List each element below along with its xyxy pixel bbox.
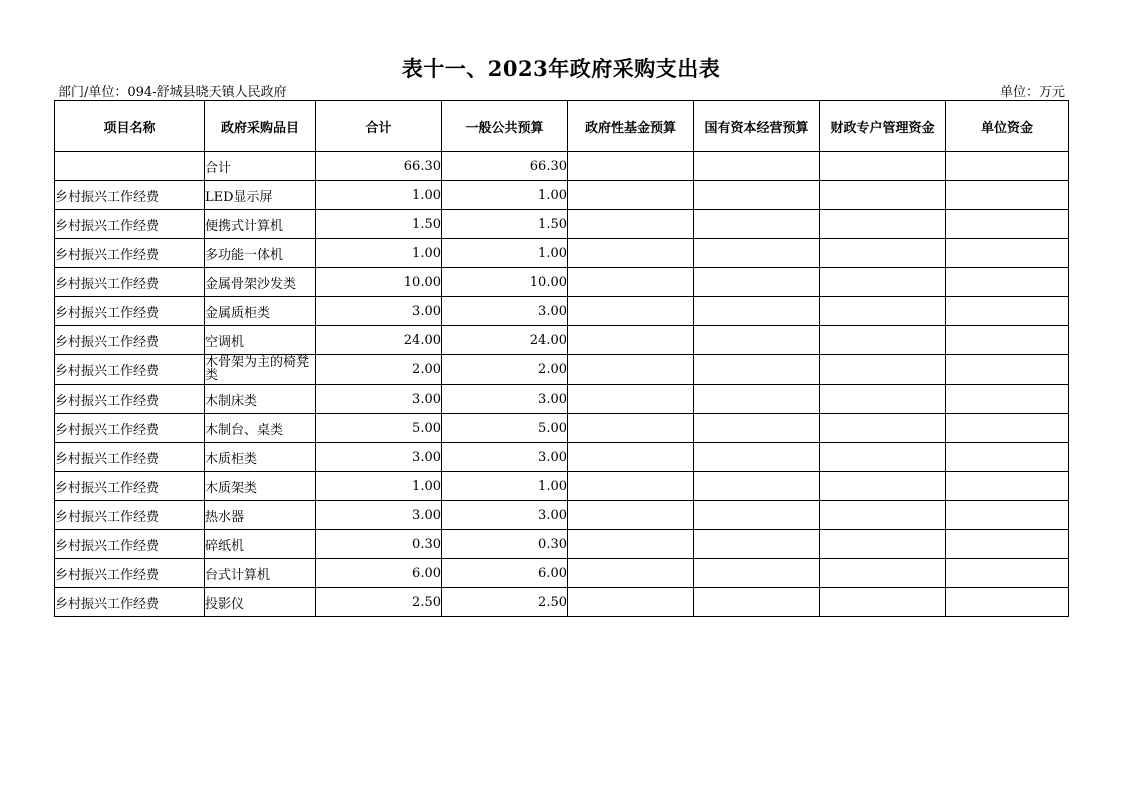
cell-general-budget: 3.00 — [442, 501, 568, 530]
header-state-capital: 国有资本经营预算 — [694, 101, 820, 152]
cell-fund-budget — [568, 472, 694, 501]
cell-state-capital — [694, 355, 820, 385]
cell-general-budget: 10.00 — [442, 268, 568, 297]
cell-total: 3.00 — [316, 501, 442, 530]
cell-special-account — [820, 414, 946, 443]
cell-procurement-item: 热水器 — [205, 501, 316, 530]
cell-general-budget: 1.50 — [442, 210, 568, 239]
cell-fund-budget — [568, 239, 694, 268]
cell-fund-budget — [568, 355, 694, 385]
cell-project-name: 乡村振兴工作经费 — [55, 210, 205, 239]
cell-procurement-item: 碎纸机 — [205, 530, 316, 559]
cell-general-budget: 3.00 — [442, 297, 568, 326]
table-row — [55, 530, 1069, 559]
cell-procurement-item: 空调机 — [205, 326, 316, 355]
cell-special-account — [820, 210, 946, 239]
cell-state-capital — [694, 414, 820, 443]
cell-unit-funds — [946, 152, 1069, 181]
cell-unit-funds — [946, 588, 1069, 617]
cell-total: 5.00 — [316, 414, 442, 443]
cell-special-account — [820, 239, 946, 268]
cell-special-account — [820, 297, 946, 326]
cell-project-name: 乡村振兴工作经费 — [55, 530, 205, 559]
cell-total: 1.00 — [316, 472, 442, 501]
table-row — [55, 181, 1069, 210]
cell-state-capital — [694, 559, 820, 588]
cell-special-account — [820, 181, 946, 210]
cell-unit-funds — [946, 297, 1069, 326]
cell-fund-budget — [568, 414, 694, 443]
cell-procurement-item: 木质架类 — [205, 472, 316, 501]
cell-procurement-item: 多功能一体机 — [205, 239, 316, 268]
cell-total: 3.00 — [316, 443, 442, 472]
cell-fund-budget — [568, 268, 694, 297]
cell-general-budget: 3.00 — [442, 443, 568, 472]
header-general-budget: 一般公共预算 — [442, 101, 568, 152]
header-total: 合计 — [316, 101, 442, 152]
cell-special-account — [820, 385, 946, 414]
cell-fund-budget — [568, 152, 694, 181]
cell-general-budget: 1.00 — [442, 472, 568, 501]
cell-total: 0.30 — [316, 530, 442, 559]
cell-special-account — [820, 530, 946, 559]
cell-project-name: 乡村振兴工作经费 — [55, 268, 205, 297]
cell-state-capital — [694, 239, 820, 268]
cell-fund-budget — [568, 297, 694, 326]
cell-general-budget: 3.00 — [442, 385, 568, 414]
cell-unit-funds — [946, 239, 1069, 268]
cell-general-budget: 1.00 — [442, 181, 568, 210]
cell-total: 66.30 — [316, 152, 442, 181]
cell-project-name: 乡村振兴工作经费 — [55, 414, 205, 443]
table-row — [55, 385, 1069, 414]
department-label: 部门/单位：094-舒城县晓天镇人民政府 — [58, 85, 287, 100]
cell-unit-funds — [946, 181, 1069, 210]
total-row — [55, 152, 1069, 181]
cell-fund-budget — [568, 210, 694, 239]
cell-unit-funds — [946, 472, 1069, 501]
cell-unit-funds — [946, 443, 1069, 472]
cell-general-budget: 2.00 — [442, 355, 568, 385]
page-title: 表十一、2023年政府采购支出表 — [401, 56, 721, 81]
cell-state-capital — [694, 268, 820, 297]
cell-state-capital — [694, 326, 820, 355]
cell-procurement-item: LED显示屏 — [205, 181, 316, 210]
cell-project-name: 乡村振兴工作经费 — [55, 355, 205, 385]
cell-fund-budget — [568, 443, 694, 472]
cell-state-capital — [694, 181, 820, 210]
cell-total: 1.50 — [316, 210, 442, 239]
cell-total: 10.00 — [316, 268, 442, 297]
cell-project-name: 乡村振兴工作经费 — [55, 181, 205, 210]
cell-procurement-item: 木制床类 — [205, 385, 316, 414]
cell-general-budget: 5.00 — [442, 414, 568, 443]
cell-fund-budget — [568, 326, 694, 355]
cell-state-capital — [694, 588, 820, 617]
header-project-name: 项目名称 — [55, 101, 205, 152]
cell-general-budget: 2.50 — [442, 588, 568, 617]
cell-unit-funds — [946, 385, 1069, 414]
cell-unit-funds — [946, 326, 1069, 355]
header-procurement-item: 政府采购品目 — [205, 101, 316, 152]
table-row — [55, 588, 1069, 617]
cell-project-name: 乡村振兴工作经费 — [55, 326, 205, 355]
cell-unit-funds — [946, 268, 1069, 297]
cell-special-account — [820, 472, 946, 501]
cell-procurement-item: 投影仪 — [205, 588, 316, 617]
cell-general-budget: 0.30 — [442, 530, 568, 559]
cell-procurement-item: 金属质柜类 — [205, 297, 316, 326]
table-row — [55, 326, 1069, 355]
unit-label: 单位：万元 — [999, 85, 1065, 100]
table-row — [55, 443, 1069, 472]
cell-fund-budget — [568, 530, 694, 559]
cell-total: 3.00 — [316, 385, 442, 414]
table-row — [55, 501, 1069, 530]
cell-fund-budget — [568, 181, 694, 210]
cell-special-account — [820, 501, 946, 530]
cell-total: 2.50 — [316, 588, 442, 617]
cell-special-account — [820, 443, 946, 472]
cell-special-account — [820, 152, 946, 181]
cell-general-budget: 1.00 — [442, 239, 568, 268]
cell-total: 1.00 — [316, 239, 442, 268]
table-header-row — [55, 101, 1069, 152]
cell-procurement-item: 金属骨架沙发类 — [205, 268, 316, 297]
cell-unit-funds — [946, 355, 1069, 385]
table-row — [55, 210, 1069, 239]
table-row — [55, 268, 1069, 297]
cell-state-capital — [694, 443, 820, 472]
cell-project-name: 乡村振兴工作经费 — [55, 472, 205, 501]
cell-procurement-item: 合计 — [205, 152, 316, 181]
cell-procurement-item: 便携式计算机 — [205, 210, 316, 239]
cell-special-account — [820, 559, 946, 588]
header-unit-funds: 单位资金 — [946, 101, 1069, 152]
cell-fund-budget — [568, 588, 694, 617]
cell-procurement-item: 木骨架为主的椅凳类 — [205, 355, 316, 385]
cell-fund-budget — [568, 559, 694, 588]
table-row — [55, 239, 1069, 268]
cell-total: 6.00 — [316, 559, 442, 588]
cell-total: 1.00 — [316, 181, 442, 210]
cell-total: 3.00 — [316, 297, 442, 326]
cell-state-capital — [694, 501, 820, 530]
cell-general-budget: 66.30 — [442, 152, 568, 181]
table-row — [55, 472, 1069, 501]
cell-project-name: 乡村振兴工作经费 — [55, 559, 205, 588]
cell-unit-funds — [946, 559, 1069, 588]
cell-total: 24.00 — [316, 326, 442, 355]
cell-state-capital — [694, 385, 820, 414]
cell-unit-funds — [946, 501, 1069, 530]
table-row — [55, 559, 1069, 588]
table-row — [55, 414, 1069, 443]
cell-project-name — [55, 152, 205, 181]
cell-project-name: 乡村振兴工作经费 — [55, 239, 205, 268]
cell-special-account — [820, 268, 946, 297]
cell-project-name: 乡村振兴工作经费 — [55, 443, 205, 472]
procurement-table — [54, 100, 1069, 617]
cell-state-capital — [694, 210, 820, 239]
table-row — [55, 355, 1069, 385]
cell-procurement-item: 木制台、桌类 — [205, 414, 316, 443]
cell-fund-budget — [568, 501, 694, 530]
cell-special-account — [820, 326, 946, 355]
cell-special-account — [820, 355, 946, 385]
cell-project-name: 乡村振兴工作经费 — [55, 588, 205, 617]
cell-project-name: 乡村振兴工作经费 — [55, 385, 205, 414]
cell-general-budget: 6.00 — [442, 559, 568, 588]
cell-fund-budget — [568, 385, 694, 414]
cell-total: 2.00 — [316, 355, 442, 385]
cell-unit-funds — [946, 414, 1069, 443]
header-special-account: 财政专户管理资金 — [820, 101, 946, 152]
cell-project-name: 乡村振兴工作经费 — [55, 501, 205, 530]
cell-state-capital — [694, 152, 820, 181]
cell-state-capital — [694, 472, 820, 501]
cell-procurement-item: 台式计算机 — [205, 559, 316, 588]
header-fund-budget: 政府性基金预算 — [568, 101, 694, 152]
cell-unit-funds — [946, 530, 1069, 559]
cell-unit-funds — [946, 210, 1069, 239]
cell-special-account — [820, 588, 946, 617]
cell-state-capital — [694, 297, 820, 326]
cell-procurement-item: 木质柜类 — [205, 443, 316, 472]
cell-project-name: 乡村振兴工作经费 — [55, 297, 205, 326]
table-row — [55, 297, 1069, 326]
cell-state-capital — [694, 530, 820, 559]
cell-general-budget: 24.00 — [442, 326, 568, 355]
